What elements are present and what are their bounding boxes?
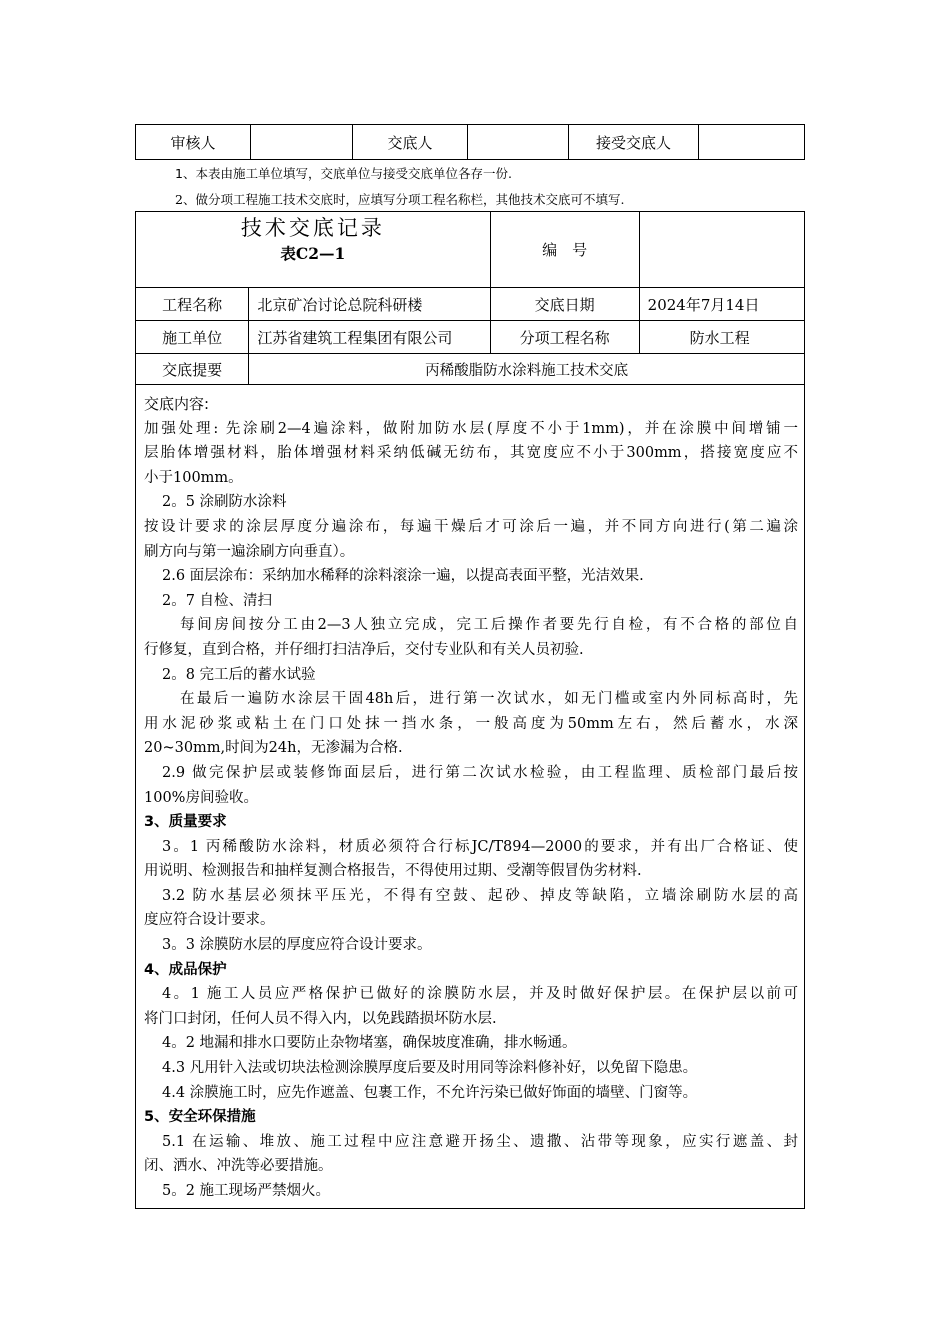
content-line: 5.1 在运输、堆放、施工过程中应注意避开扬尘、遗撒、沾带等现象，应实行遮盖、封 — [162, 1133, 798, 1150]
content-line: 每间房间按分工由2—3人独立完成，完工后操作者要先行自检，有不合格的部位自 — [180, 617, 798, 634]
content-line: 将门口封闭，任何人员不得入内，以免践踏损坏防水层. — [144, 1010, 497, 1027]
content-line: 用水泥砂浆或粘土在门口处抹一挡水条，一般高度为50mm左右，然后蓄水，水深 — [144, 715, 798, 732]
content-line: 4.3 凡用针入法或切块法检测涂膜厚度后要及时用同等涂料修补好，以免留下隐患。 — [162, 1060, 698, 1077]
content-line: 5。2 施工现场严禁烟火。 — [162, 1183, 331, 1199]
content-line: 3。1 丙稀酸防水涂料，材质必须符合行标JC/T894—2000的要求，并有出厂合格证、使 — [162, 838, 798, 855]
form-number: 表C2—1 — [280, 244, 346, 263]
date-label: 交底日期 — [490, 288, 639, 321]
content-line: 加强处理: 先涂刷2—4遍涂料，做附加防水层(厚度不小于1mm)，并在涂膜中间增铺一 — [144, 420, 798, 437]
content-line: 2。8 完工后的蓄水试验 — [162, 666, 316, 683]
content-heading: 交底内容: — [144, 395, 210, 413]
record-header-table — [136, 212, 804, 385]
reviewer-label: 审核人 — [136, 125, 251, 160]
signature-table — [135, 124, 805, 160]
content-line: 100%房间验收。 — [144, 789, 258, 806]
contractor-label: 施工单位 — [136, 321, 249, 354]
summary-value: 丙稀酸脂防水涂料施工技术交底 — [249, 354, 804, 385]
content-line: 刷方向与第一遍涂刷方向垂直）。 — [144, 543, 355, 560]
document-title: 技术交底记录 — [240, 216, 385, 240]
number-value[interactable] — [639, 212, 804, 288]
project-name-label: 工程名称 — [136, 288, 249, 321]
note-1: 1、本表由施工单位填写，交底单位与接受交底单位各存一份. — [175, 166, 512, 181]
content-line: 4。2 地漏和排水口要防止杂物堵塞，确保坡度准确，排水畅通。 — [162, 1035, 577, 1052]
content-line: 2.9 做完保护层或装修饰面层后，进行第二次试水检验，由工程监理、质检部门最后按 — [162, 764, 798, 781]
discloser-value[interactable] — [468, 125, 569, 160]
content-line: 4.4 涂膜施工时，应先作遮盖、包裹工作，不允许污染已做好饰面的墙壁、门窗等。 — [162, 1084, 698, 1101]
content-line: 小于100mm。 — [144, 469, 243, 486]
content-line: 用说明、检测报告和抽样复测合格报告，不得使用过期、受潮等假冒伪劣材料. — [144, 863, 642, 880]
content-line: 2。7 自检、清扫 — [162, 592, 273, 609]
note-2: 2、做分项工程施工技术交底时，应填写分项工程名称栏，其他技术交底可不填写. — [175, 192, 625, 207]
section-heading-protection: 4、成品保护 — [144, 961, 227, 978]
content-line: 闭、洒水、冲洗等必要措施。 — [144, 1158, 333, 1175]
sub-project-value: 防水工程 — [639, 321, 804, 354]
sub-project-label: 分项工程名称 — [490, 321, 639, 354]
content-line: 2。5 涂刷防水涂料 — [162, 494, 287, 511]
reviewer-value[interactable] — [251, 125, 353, 160]
disclosure-record-form — [135, 211, 805, 1209]
disclosure-content — [144, 392, 798, 1204]
content-line: 20~30mm,时间为24h，无渗漏为合格. — [144, 740, 403, 757]
receiver-label: 接受交底人 — [569, 125, 699, 160]
content-line: 度应符合设计要求。 — [144, 912, 275, 929]
contractor-value: 江苏省建筑工程集团有限公司 — [249, 321, 490, 354]
content-line: 行修复，直到合格，并仔细打扫洁净后，交付专业队和有关人员初验. — [144, 641, 584, 658]
section-heading-quality: 3、质量要求 — [144, 814, 227, 831]
discloser-label: 交底人 — [353, 125, 468, 160]
content-line: 3。3 涂膜防水层的厚度应符合设计要求。 — [162, 937, 432, 954]
content-line: 按设计要求的涂层厚度分遍涂布，每遍干燥后才可涂后一遍，并不同方向进行(第二遍涂 — [144, 518, 798, 535]
content-line: 在最后一遍防水涂层干固48h后，进行第一次试水，如无门槛或室内外同标高时，先 — [180, 691, 798, 708]
content-line: 3.2 防水基层必须抹平压光，不得有空鼓、起砂、掉皮等缺陷，立墙涂刷防水层的高 — [162, 887, 798, 904]
section-heading-safety: 5、安全环保措施 — [144, 1109, 256, 1126]
content-line: 2.6 面层涂布：采纳加水稀释的涂料滚涂一遍，以提高表面平整，光洁效果. — [162, 568, 644, 585]
content-line: 4。1 施工人员应严格保护已做好的涂膜防水层，并及时做好保护层。在保护层以前可 — [162, 986, 798, 1003]
content-line: 层胎体增强材料，胎体增强材料采纳低碱无纺布，其宽度应不小于300mm，搭接宽度应不 — [144, 445, 798, 462]
project-name-value: 北京矿冶讨论总院科研楼 — [249, 288, 490, 321]
number-label: 编 号 — [490, 212, 639, 288]
summary-label: 交底提要 — [136, 354, 249, 385]
date-value: 2024年7月14日 — [639, 288, 804, 321]
receiver-value[interactable] — [699, 125, 805, 160]
title-cell — [136, 212, 490, 288]
